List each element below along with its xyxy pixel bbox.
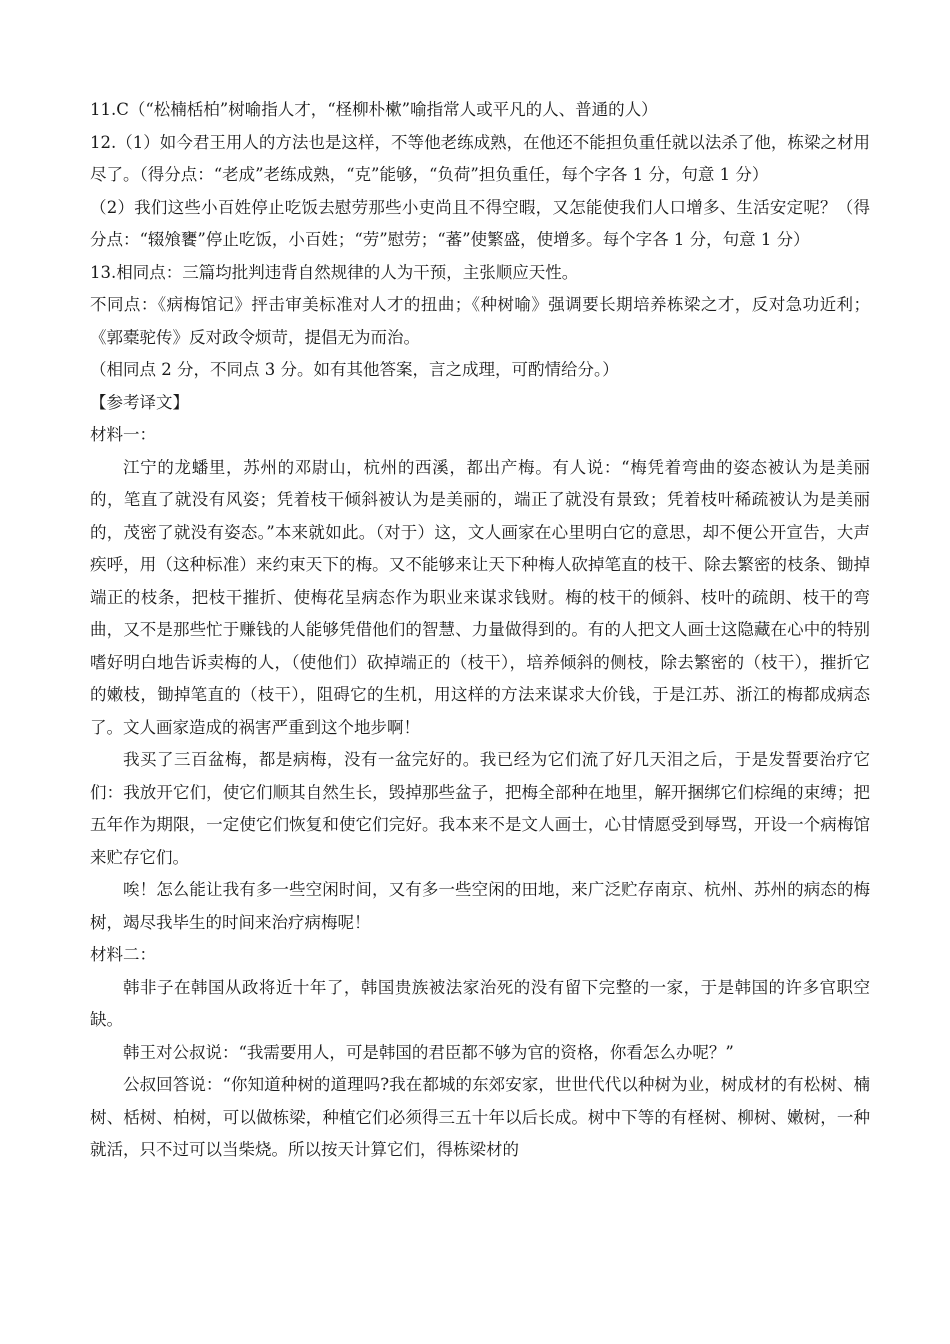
answer-12-part-1: 12.（1）如今君王用人的方法也是这样，不等他老练成熟，在他还不能担负重任就以法杀了他，栋梁之材用尽了。（得分点：“老成”老练成熟，“克”能够，“负荷”担负重任，每个字各 1 分，句意 1 分） [90, 132, 870, 184]
translation-heading: 【参考译文】 [90, 392, 189, 412]
material-2-paragraph: 公叔回答说：“你知道种树的道理吗?我在都城的东郊安家，世世代代以种树为业，树成材的有松树、楠树、栝树、柏树，可以做栋梁，种植它们必须得三五十年以后长成。树中下等的有柽树、柳树、嫩树，一种就活，只不过可以当柴烧。所以按天计算它们，得栋梁材的 [90, 1075, 870, 1159]
answer-13-difference: 不同点：《病梅馆记》抨击审美标准对人才的扭曲；《种树喻》强调要长期培养栋梁之才，反对急功近利；《郭橐驼传》反对政令烦苛，提倡无为而治。 [90, 295, 870, 347]
answer-13-scoring-note: （相同点 2 分，不同点 3 分。如有其他答案，言之成理，可酌情给分。） [90, 360, 619, 379]
material-2-paragraph: 韩王对公叔说：“我需要用人，可是韩国的君臣都不够为官的资格，你看怎么办呢？” [123, 1042, 734, 1062]
material-2-paragraph: 韩非子在韩国从政将近十年了，韩国贵族被法家治死的没有留下完整的一家，于是韩国的许多官职空缺。 [90, 977, 870, 1029]
answer-13-similarity: 13.相同点：三篇均批判违背自然规律的人为干预，主张顺应天性。 [90, 262, 579, 282]
answer-11: 11.C（“松楠栝柏”树喻指人才，“柽柳朴樕”喻指常人或平凡的人、普通的人） [90, 100, 658, 119]
answer-12-part-2: （2）我们这些小百姓停止吃饭去慰劳那些小吏尚且不得空暇，又怎能使我们人口增多、生活安定呢？（得分点：“辍飧饔”停止吃饭，小百姓；“劳”慰劳；“蕃”使繁盛，使增多。每个字各 1 分，句意 1 分） [90, 197, 870, 249]
material-2-label: 材料二： [90, 945, 156, 964]
material-1-label: 材料一： [90, 425, 156, 444]
material-1-paragraph: 我买了三百盆梅，都是病梅，没有一盆完好的。我已经为它们流了好几天泪之后，于是发誓要治疗它们：我放开它们，使它们顺其自然生长，毁掉那些盆子，把梅全部种在地里，解开捆绑它们棕绳的束缚；把五年作为期限，一定使它们恢复和使它们完好。我本来不是文人画士，心甘情愿受到辱骂，开设一个病梅馆来贮存它们。 [90, 750, 870, 867]
material-1-paragraph: 江宁的龙蟠里，苏州的邓尉山，杭州的西溪，都出产梅。有人说：“梅凭着弯曲的姿态被认为是美丽的，笔直了就没有风姿；凭着枝干倾斜被认为是美丽的，端正了就没有景致；凭着枝叶稀疏被认为是美丽的，茂密了就没有姿态。”本来就如此。（对于）这，文人画家在心里明白它的意思，却不便公开宣告，大声疾呼，用（这种标准）来约束天下的梅。又不能够来让天下种梅人砍掉笔直的枝干、除去繁密的枝条、锄掉端正的枝条，把枝干摧折、使梅花呈病态作为职业来谋求钱财。梅的枝干的倾斜、枝叶的疏朗、枝干的弯曲，又不是那些忙于赚钱的人能够凭借他们的智慧、力量做得到的。有的人把文人画士这隐藏在心中的特别嗜好明白地告诉卖梅的人，（使他们）砍掉端正的（枝干），培养倾斜的侧枝，除去繁密的（枝干），摧折它的嫩枝，锄掉笔直的（枝干），阻碍它的生机，用这样的方法来谋求大价钱，于是江苏、浙江的梅都成病态了。文人画家造成的祸害严重到这个地步啊！ [90, 457, 870, 737]
material-1-paragraph: 唉！怎么能让我有多一些空闲时间，又有多一些空闲的田地，来广泛贮存南京、杭州、苏州的病态的梅树，竭尽我毕生的时间来治疗病梅呢！ [90, 880, 870, 932]
